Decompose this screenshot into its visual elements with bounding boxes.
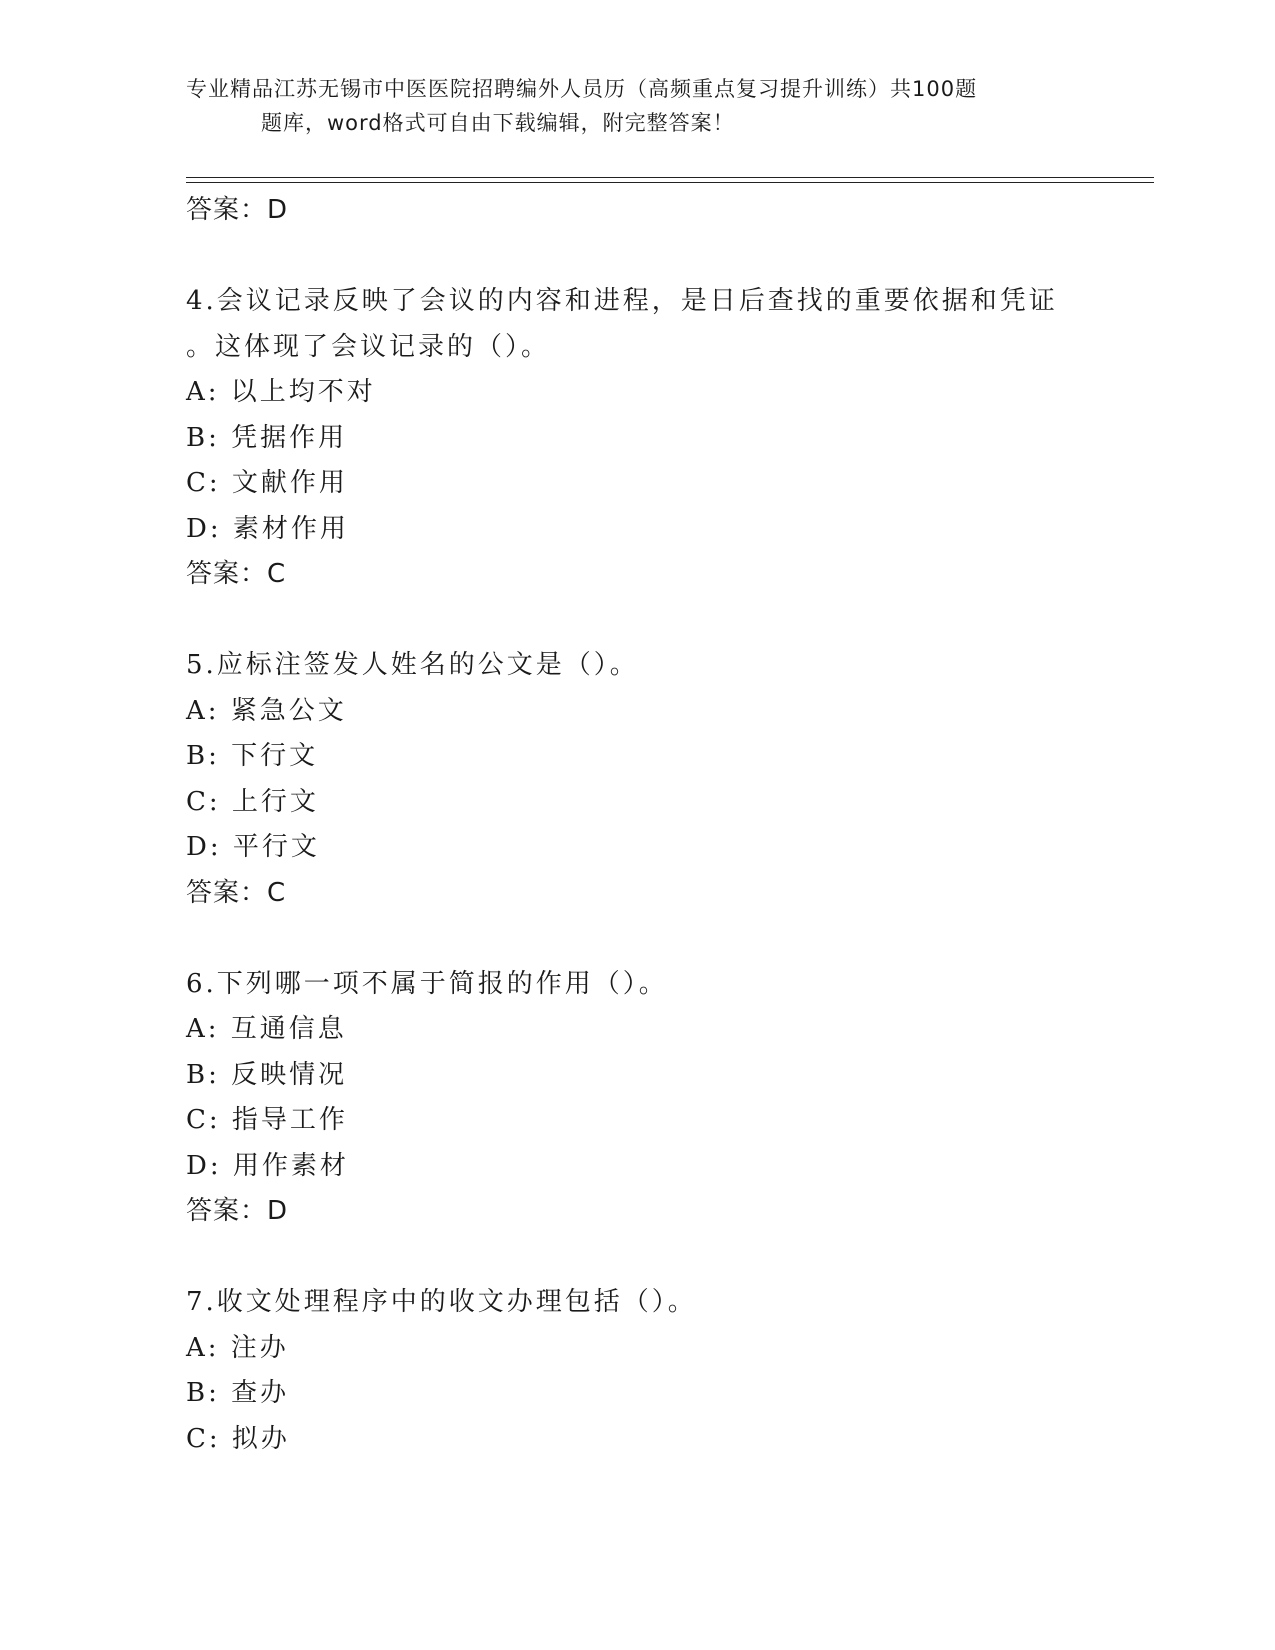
option-c: C: 拟办: [186, 1423, 290, 1454]
document-header: [186, 72, 1086, 140]
option-c: C: 文献作用: [186, 468, 348, 498]
header-divider-top: [186, 177, 1154, 178]
spacer: [186, 234, 1154, 280]
answer-line: 答案：D: [186, 1196, 289, 1226]
option-b: B: 反映情况: [186, 1059, 348, 1090]
answer-line: 答案：C: [186, 559, 287, 589]
question-stem-continued: 。这体现了会议记录的（）。: [186, 331, 551, 362]
option-a: A: 互通信息: [186, 1014, 347, 1044]
question-stem: 4.会议记录反映了会议的内容和进程，是日后查找的重要依据和凭证: [186, 286, 1058, 316]
header-title-line1: 专业精品江苏无锡市中医医院招聘编外人员历（高频重点复习提升训练）共100题: [186, 77, 978, 101]
option-b: B: 查办: [186, 1378, 290, 1408]
header-title-line2: 题库，word格式可自由下载编辑，附完整答案！: [261, 111, 735, 135]
header-divider-bottom: [186, 182, 1154, 183]
question-item: [186, 1280, 1154, 1462]
question-stem: 5.应标注签发人姓名的公文是（）。: [186, 650, 639, 680]
option-d: D: 用作素材: [186, 1150, 349, 1181]
option-d: D: 平行文: [186, 832, 320, 862]
option-c: C: 指导工作: [186, 1105, 348, 1135]
answer-line: 答案：C: [186, 877, 287, 908]
option-a: A: 注办: [186, 1332, 289, 1363]
option-b: B: 凭据作用: [186, 422, 348, 453]
option-b: B: 下行文: [186, 741, 319, 771]
question-stem: 7.收文处理程序中的收文办理包括（）。: [186, 1287, 697, 1317]
question-stem: 6.下列哪一项不属于简报的作用（）。: [186, 968, 668, 999]
answer-line: 答案：D: [186, 195, 289, 225]
question-list: [186, 188, 1154, 1462]
spacer: [186, 916, 1154, 962]
option-d: D: 素材作用: [186, 513, 349, 544]
question-item: [186, 962, 1154, 1235]
option-c: C: 上行文: [186, 786, 319, 817]
option-a: A: 紧急公文: [186, 695, 347, 726]
spacer: [186, 598, 1154, 644]
spacer: [186, 1235, 1154, 1281]
question-item: [186, 279, 1154, 598]
option-a: A: 以上均不对: [186, 377, 376, 407]
question-item: [186, 643, 1154, 916]
